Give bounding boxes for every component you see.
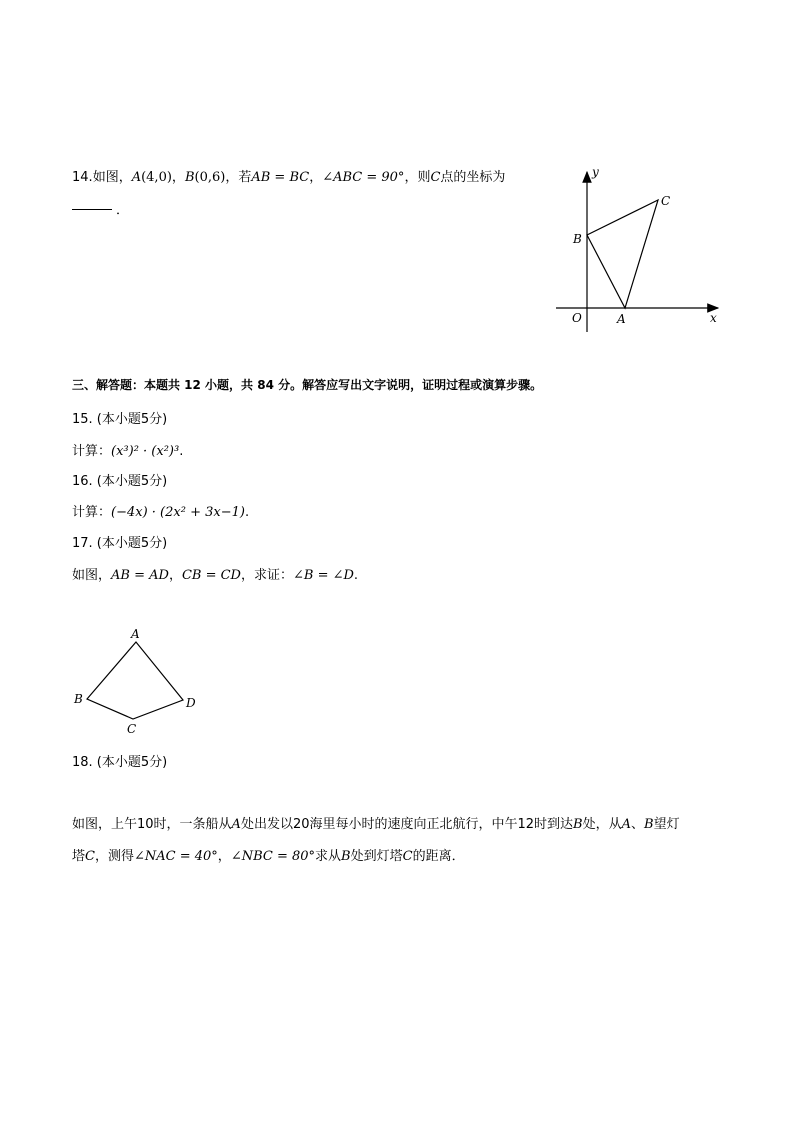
q14-triangle (587, 200, 658, 308)
q17-point-c-label: C (127, 722, 137, 736)
q14-answer-blank (72, 208, 112, 210)
q16-header: 16. (本小题5分) (72, 474, 168, 489)
q16-body: 计算：(−4x) · (2x² + 3x−1). (72, 505, 250, 520)
q14-text: 14.如图，A(4,0)，B(0,6)，若AB = BC，∠ABC = 90°，则C点的坐标为 (72, 170, 506, 185)
q15-header: 15. (本小题5分) (72, 412, 168, 427)
q17-point-a-label: A (131, 627, 140, 641)
q14-point-a-label: A (617, 312, 626, 326)
q16-expression: (−4x) · (2x² + 3x−1) (111, 505, 245, 520)
q18-body-line-2: 塔C，测得∠NAC = 40°，∠NBC = 80°求从B处到灯塔C的距离． (72, 849, 465, 864)
q17-figure (70, 625, 210, 735)
q14-number: 14. (72, 170, 93, 185)
q17-body: 如图，AB = AD，CB = CD，求证：∠B = ∠D. (72, 568, 359, 583)
q17-header: 17. (本小题5分) (72, 536, 168, 551)
q18-header: 18. (本小题5分) (72, 755, 168, 770)
q14-point-c-label: C (661, 194, 671, 208)
section-3-title: 三、解答题：本题共 12 小题，共 84 分。解答应写出文字说明，证明过程或演算步骤。 (72, 378, 543, 392)
q14-point-b-label: B (573, 232, 582, 246)
q18-body-line-1: 如图，上午10时，一条船从A处出发以20海里每小时的速度向正北航行，中午12时到达B处，从A、B望灯 (72, 817, 680, 832)
q17-point-b-label: B (74, 692, 83, 706)
q14-origin-label: O (572, 311, 582, 325)
q17-quadrilateral (87, 642, 183, 719)
q15-expression: (x³)² · (x²)³ (111, 444, 180, 459)
q14-figure (550, 162, 730, 332)
q14-y-label: y (592, 165, 599, 179)
q17-point-d-label: D (186, 696, 196, 710)
q14-trailing: ． (116, 203, 130, 218)
q14-x-label: x (710, 311, 717, 325)
q15-body: 计算：(x³)² · (x²)³. (72, 444, 184, 459)
